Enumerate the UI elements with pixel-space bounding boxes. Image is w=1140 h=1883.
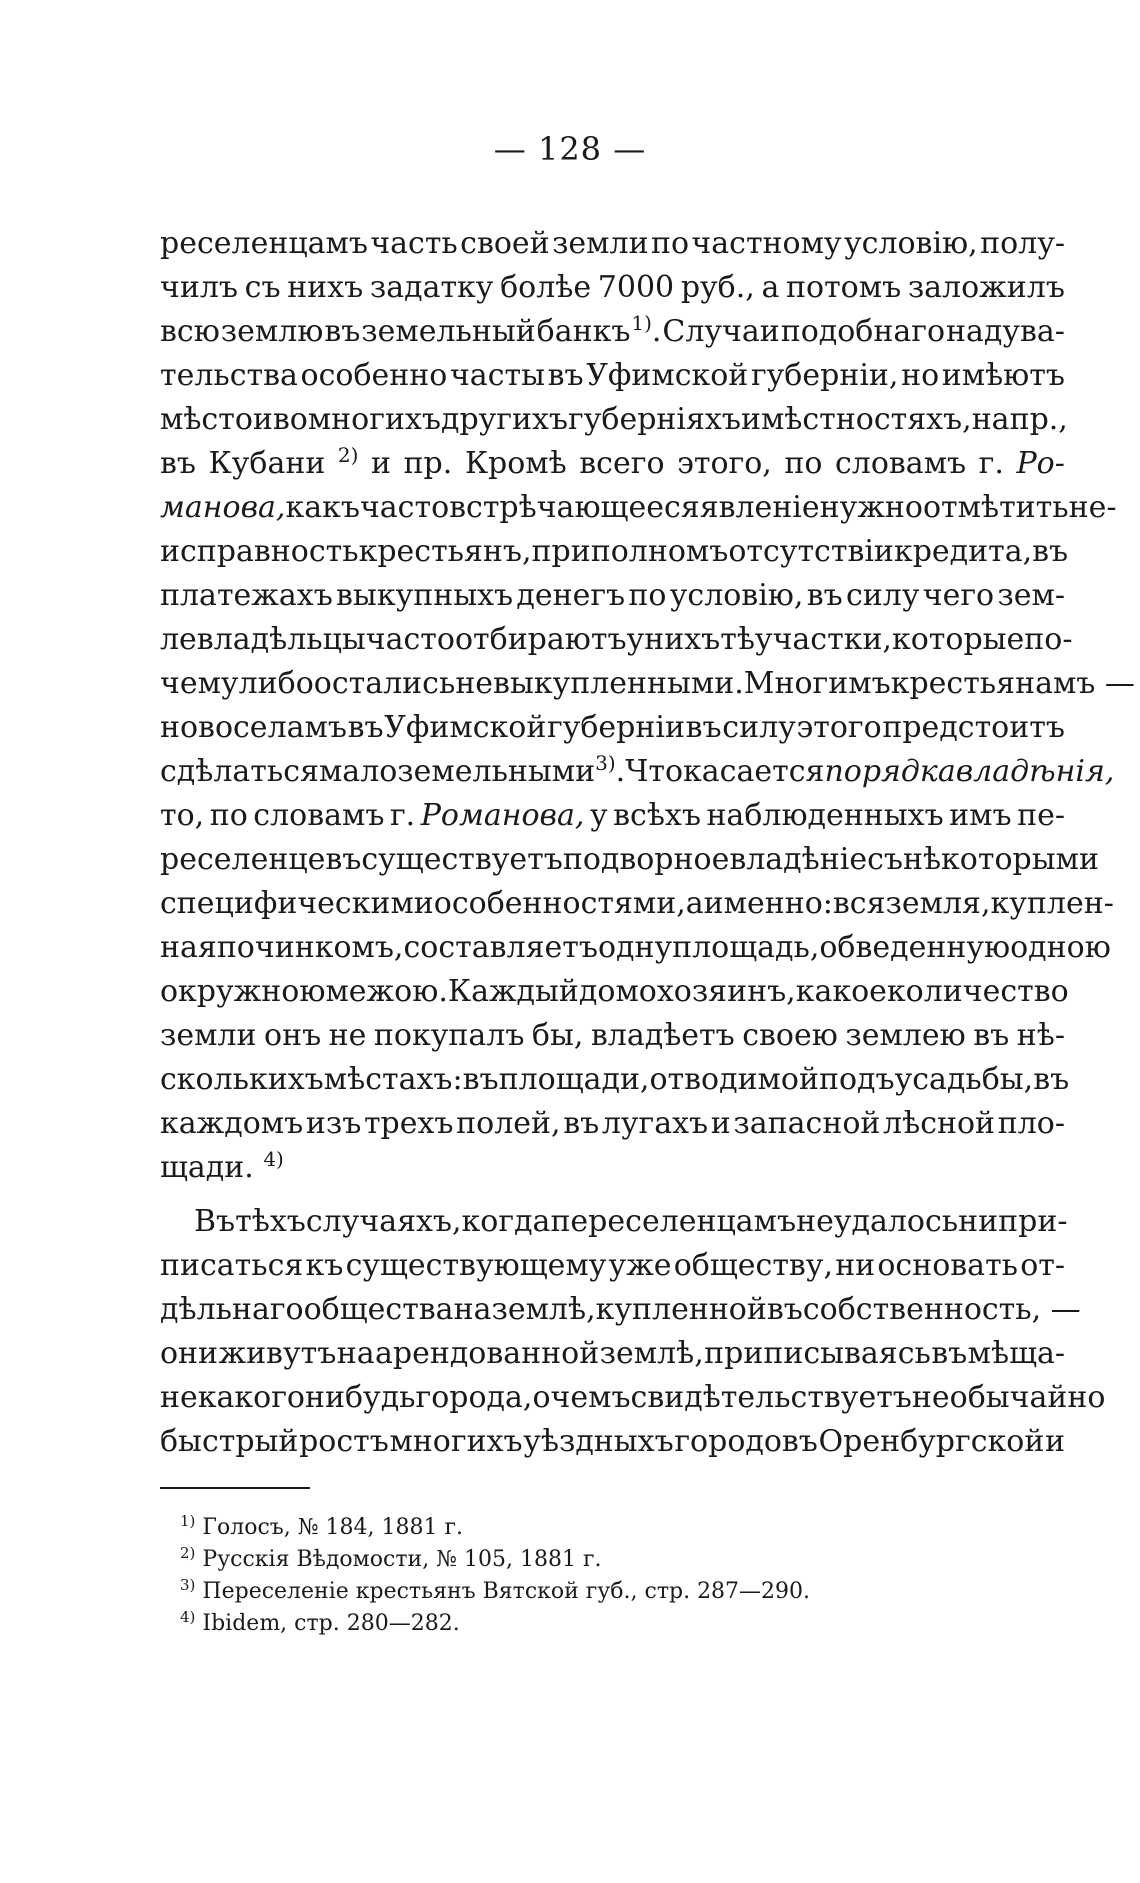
word: крестьянъ, [358,534,532,569]
word: Кромѣ [464,446,567,481]
word: губерніи [547,710,685,745]
word: городовъ [674,1424,818,1459]
word: Уфимской [384,710,547,745]
word: касается [683,754,825,789]
word: не- [1068,490,1117,525]
word: новоселамъ [160,710,347,745]
word: и [710,1106,731,1141]
word: невыкупленными. [455,666,744,701]
word: починкомъ, [216,930,404,965]
text-line [160,706,1065,750]
word: свидѣтельствуетъ [630,1380,912,1415]
word: всѣхъ [613,798,701,833]
word: удалось [833,1204,959,1239]
word: въ [973,1018,1010,1053]
word: Каждый [447,974,579,1009]
text-line [160,1288,1081,1332]
word: многихъ [389,1424,523,1459]
word: пр. [403,446,453,481]
word: губерніяхъ [568,402,741,437]
word: мѣща- [967,1336,1065,1371]
word: имѣютъ [941,358,1065,393]
text-line [160,618,1073,662]
word: въ [547,358,584,393]
word: земля, [885,886,991,921]
word: не [160,1380,198,1415]
word: Уфимской [586,358,749,393]
word: реселенцамъ [160,226,368,261]
word: въ [160,446,196,481]
word: въ [324,314,361,349]
word: земли [552,226,649,261]
word: въ [462,1062,499,1097]
word: земельный [361,314,536,349]
word: специфическими [160,886,434,921]
footnote-separator [160,1487,310,1489]
word: чему [160,666,239,701]
word: кредита, [893,534,1033,569]
word: бы, [531,1018,584,1053]
word: количество [886,974,1069,1009]
word: въ [347,710,384,745]
word: своей [460,226,550,261]
text-line [160,1420,1065,1464]
word: г. [978,446,1004,481]
word: денегъ [516,578,626,613]
word: участки, [754,622,892,657]
word: обведенную [819,930,1011,965]
text-line [160,398,1068,442]
word: куплен- [990,886,1114,921]
word: изъ [305,1106,362,1141]
word: 2) [337,443,359,467]
word: Романова, [420,798,585,833]
word: города, [415,1380,533,1415]
word: необычайно [911,1380,1106,1415]
word: этого [796,710,882,745]
word: нихъ [644,622,721,657]
word: нибудь [304,1380,416,1415]
word: случаяхъ, [305,1204,462,1239]
word: площадь, [672,930,820,965]
word: покупалъ [373,1018,525,1053]
word: въ [806,578,843,613]
word: от- [1020,1248,1065,1283]
word: а [685,886,704,921]
word: особенно [300,358,448,393]
word: земли [160,1018,257,1053]
word: исправность [160,534,359,569]
word: остались [313,666,456,701]
word: тельства [160,358,298,393]
word: существуетъ [361,842,563,877]
word: надува- [945,314,1065,349]
text-line [160,574,1065,618]
word: трехъ [363,1106,454,1141]
word: именно: [703,886,833,921]
word: этого, [677,446,772,481]
word: они [160,1336,219,1371]
word: въ [766,1292,803,1327]
word: собственность, — [802,1292,1081,1327]
word: въ [1033,1062,1070,1097]
word: владѣніе [729,842,868,877]
word: писаться [160,1248,304,1283]
word: наблюденныхъ [706,798,944,833]
word: въ [685,710,722,745]
text-line [160,1102,1065,1146]
word: при [531,534,591,569]
word: мѣстностяхъ, [760,402,972,437]
word: не [328,1018,367,1053]
word: основать [877,1248,1018,1283]
word: тѣхъ [235,1204,306,1239]
word: пло- [997,1106,1065,1141]
text-line [160,1014,1065,1058]
word: нихъ [287,270,364,305]
word: ростъ [299,1424,389,1459]
word: Оренбургской [818,1424,1045,1459]
word: Случаи [662,314,780,349]
word: и [740,402,761,437]
word: словамъ [835,446,967,481]
word: вся [832,886,886,921]
word: владѣетъ [590,1018,735,1053]
text-line [160,926,1111,970]
word: уѣздныхъ [523,1424,674,1459]
word: часто [359,490,450,525]
word: общества [303,1292,454,1327]
word: Многимъ [743,666,891,701]
word: пе- [1017,798,1065,833]
word: каждомъ [160,1106,304,1141]
word: какое [795,974,887,1009]
text-line [160,1200,1068,1244]
word: условію, [669,578,804,613]
word: межою. [325,974,448,1009]
word: полномъ [590,534,729,569]
text-line [160,1146,1065,1190]
footnote-4: $^{4)}$ Ibidem, стр. 280—282. [180,1608,460,1636]
word: у [626,622,645,657]
word: и [1044,1424,1065,1459]
word: домохозяинъ, [578,974,796,1009]
word: Что [625,754,684,789]
text-line [160,882,1114,926]
word: подворное [562,842,730,877]
word: тѣ [720,622,755,657]
word: землѣ, [599,1336,704,1371]
word: платежахъ [160,578,333,613]
word: частному [691,226,842,261]
word: силу [722,710,796,745]
word: выкупныхъ [336,578,514,613]
word: не [796,1204,834,1239]
word: 4) [263,1147,284,1171]
word: землею [845,1018,966,1053]
word: заложилъ [907,270,1065,305]
word: онъ [264,1018,322,1053]
text-line [160,442,1065,486]
paragraph-2 [160,1200,1106,1464]
word: предстоитъ [882,710,1065,745]
word: нѣ- [1016,1018,1065,1053]
word: всю [160,314,220,349]
word: ни [835,1248,876,1283]
word: запасной [733,1106,881,1141]
text-line [160,1332,1065,1376]
word: купленной [595,1292,767,1327]
text-line [160,266,1065,310]
word: съ [867,842,903,877]
text-line [160,794,1065,838]
page-number: — 128 — [493,130,647,168]
word: но [901,358,940,393]
word: у [589,798,608,833]
text-line [160,970,1069,1014]
word: подъ [818,1062,895,1097]
word: чилъ [160,270,238,305]
word: сдѣлаться [160,754,319,789]
word: часть [370,226,458,261]
word: переселенцамъ [550,1204,797,1239]
word: сколькихъ [160,1062,324,1097]
word: арендованной [375,1336,600,1371]
word: руб., [680,270,755,305]
word: имъ [949,798,1012,833]
word: при- [998,1204,1068,1239]
word: землю [220,314,324,349]
word: по [628,578,667,613]
word: Ро- [1016,446,1065,481]
word: 7000 [597,270,675,305]
word: губерніи, [750,358,899,393]
word: въ [563,1106,600,1141]
word: усадьбы, [894,1062,1034,1097]
word: существующему [345,1248,607,1283]
word: въ [1032,534,1069,569]
word: которые [891,622,1025,657]
word: съ [244,270,281,305]
text-line [160,1244,1065,1288]
word: какого [197,1380,305,1415]
word: и [252,402,273,437]
word: нѣкоторыми [902,842,1099,877]
word: многихъ [307,402,441,437]
word: порядка [824,754,956,789]
word: полу- [980,226,1065,261]
word: крестьянамъ — [890,666,1135,701]
word: по [650,226,690,261]
word: лѣсной [883,1106,996,1141]
word: во [272,402,308,437]
word: на [336,1336,375,1371]
word: чего [922,578,995,613]
word: ная [160,930,217,965]
text-line [160,310,1065,354]
word: въ [931,1336,968,1371]
text-line [160,750,1115,794]
word: напр., [971,402,1068,437]
word: болѣе [500,270,592,305]
word: встрѣчающееся [449,490,700,525]
word: щади. [160,1150,254,1185]
word: реселенцевъ [160,842,362,877]
word: составляетъ [403,930,598,965]
footnote-1: $^{1)}$ Голосъ, № 184, 1881 г. [180,1512,464,1540]
word: левладѣльцы [160,622,366,657]
word: потомъ [786,270,902,305]
word: явленіе [699,490,820,525]
word: площади, [498,1062,650,1097]
body-text [160,222,1135,1464]
word: одною [1010,930,1111,965]
text-line [160,530,1069,574]
word: по- [1024,622,1073,657]
text-line [160,838,1099,882]
word: часто [365,622,455,657]
word: $^{1)}$. [631,311,662,349]
word: уже [608,1248,672,1283]
word: быстрый [160,1424,299,1459]
word: лугахъ [601,1106,709,1141]
word: мѣсто [160,402,253,437]
word: своею [742,1018,838,1053]
word: живутъ [218,1336,337,1371]
word: полей, [456,1106,561,1141]
word: на [453,1292,492,1327]
word: Кубани [208,446,326,481]
footnotes [180,1512,810,1640]
word: по [784,446,823,481]
word: отмѣтить [922,490,1069,525]
word: отводимой [649,1062,819,1097]
text-line [160,662,1135,706]
word: подобнаго [780,314,946,349]
word: владѣнія, [955,754,1115,789]
text-line [160,486,1117,530]
word: и [370,446,391,481]
word: а [761,270,780,305]
word: мѣстахъ: [323,1062,463,1097]
word: всего [579,446,665,481]
word: къ [305,1248,344,1283]
footnote-2: $^{2)}$ Русскія Вѣдомости, № 105, 1881 г. [180,1544,602,1572]
word: отсутствіи [728,534,894,569]
word: малоземельными [318,754,596,789]
word: г. [389,798,416,833]
word: какъ [285,490,360,525]
word: то, [160,798,205,833]
word: окружною [160,974,326,1009]
word: часты [449,358,545,393]
word: дѣльнаго [160,1292,304,1327]
word: по [209,798,248,833]
word: нужно [819,490,923,525]
text-line [160,222,1065,266]
word: особенностями, [433,886,686,921]
word: словамъ [253,798,385,833]
word: либо [238,666,314,701]
word: манова, [160,490,286,525]
word: условію, [843,226,978,261]
word: землѣ, [491,1292,596,1327]
word: $^{3)}$. [595,751,626,789]
word: банкъ [536,314,631,349]
word: задатку [369,270,494,305]
word: одну [597,930,673,965]
word: зем- [997,578,1065,613]
text-line [160,354,1065,398]
word: когда [461,1204,551,1239]
word: обществу, [673,1248,833,1283]
word: чемъ [550,1380,631,1415]
word: другихъ [440,402,569,437]
word: силу [845,578,920,613]
word: отбираютъ [454,622,627,657]
text-line [160,1058,1070,1102]
footnote-3: $^{3)}$ Переселеніе крестьянъ Вятской губ., стр. 287—290. [180,1576,811,1604]
word: Въ [194,1204,236,1239]
paragraph-1 [160,222,1135,1190]
text-line [160,1376,1106,1420]
word: о [532,1380,551,1415]
word: ни [958,1204,999,1239]
word: приписываясь [704,1336,931,1371]
